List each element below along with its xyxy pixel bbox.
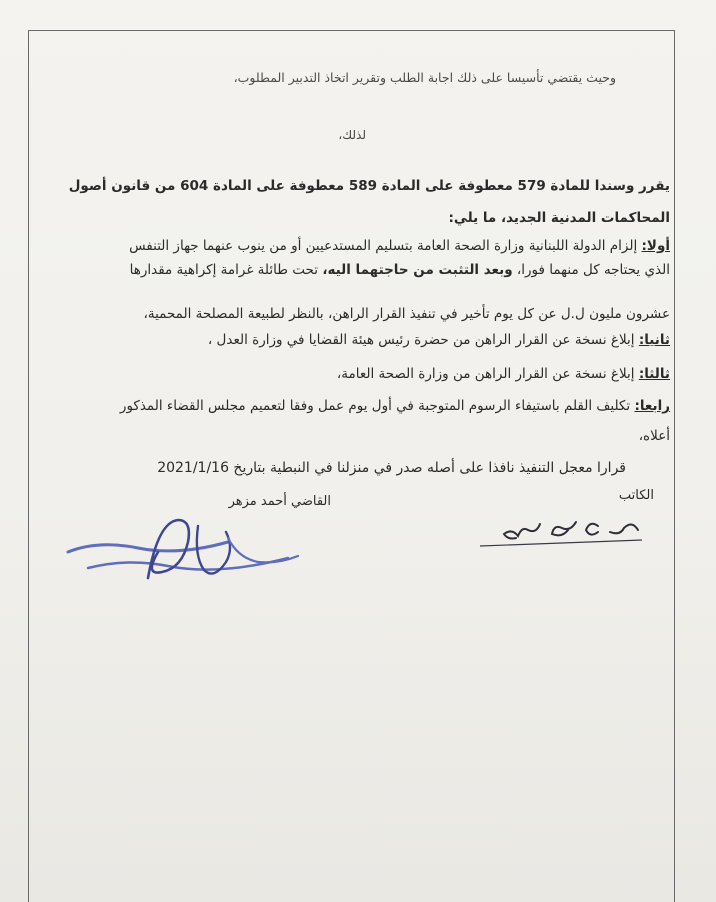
decision-line-2: المحاكمات المدنية الجديد، ما يلي:: [448, 210, 670, 226]
closing-statement: قرارا معجل التنفيذ نافذا على أصله صدر في منزلنا في النبطية بتاريخ 2021/1/16: [157, 460, 626, 476]
intro-line: وحيث يقتضي تأسيسا على ذلك اجابة الطلب وتقرير اتخاذ التدبير المطلوب،: [233, 70, 616, 85]
clause-first-line-1: [129, 238, 670, 254]
clause-first-text-2-end: تحت طائلة غرامة إكراهية مقدارها: [129, 262, 323, 278]
decision-line-1: يقرر وسندا للمادة 579 معطوفة على المادة 589 معطوفة على المادة 604 من قانون أصول: [68, 178, 670, 194]
clause-first-text-1: إلزام الدولة اللبنانية وزارة الصحة العامة بتسليم المستدعيين أو من ينوب عنهما جهاز التنفس: [129, 238, 642, 254]
clause-first-line-2: [130, 262, 670, 278]
clause-third-text: إبلاغ نسخة عن القرار الراهن من وزارة الصحة العامة،: [336, 366, 639, 382]
clause-first-text-2: الذي يحتاجه كل منهما فورا،: [512, 262, 670, 278]
clause-first-label: أولا:: [641, 238, 670, 254]
heading: لذلك،: [338, 128, 366, 142]
clause-fourth-line-1: [120, 398, 670, 414]
right-margin-line: [674, 30, 675, 902]
clause-second: [208, 332, 670, 348]
clause-fourth-label: رابعا:: [634, 398, 670, 414]
judge-name: القاضي أحمد مزهر: [228, 494, 331, 509]
clause-first-text-2-bold: وبعد التثبت من حاجتهما اليه،: [322, 262, 513, 278]
clerk-signature: [470, 500, 650, 560]
clause-third-label: ثالثا:: [638, 366, 670, 382]
clause-second-label: ثانيا:: [638, 332, 670, 348]
clause-first-line-3: عشرون مليون ل.ل عن كل يوم تأخير في تنفيذ القرار الراهن، بالنظر لطبيعة المصلحة المحمية،: [143, 306, 670, 322]
top-border: [28, 30, 675, 31]
clerk-label: الكاتب: [618, 488, 654, 503]
clause-fourth-text-1: تكليف القلم باستيفاء الرسوم المتوجبة في أول يوم عمل وفقا لتعميم مجلس القضاء المذكور: [119, 398, 635, 414]
clause-third: [337, 366, 670, 382]
clause-second-text: إبلاغ نسخة عن القرار الراهن من حضرة رئيس هيئة القضايا في وزارة العدل ،: [207, 332, 639, 348]
left-margin-line: [28, 30, 29, 902]
clause-fourth-line-2: أعلاه،: [638, 428, 670, 444]
judge-stamp: [48, 508, 348, 594]
